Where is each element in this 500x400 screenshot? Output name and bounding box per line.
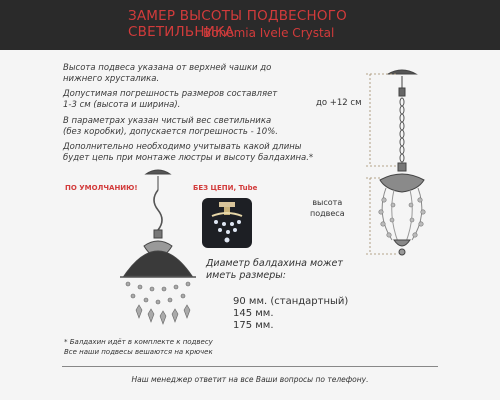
info-paragraph-tolerance: Допустимая погрешность размеров составляет 1-3 см (высота и ширина). <box>63 89 278 110</box>
canopy-size-item: 175 мм. <box>233 320 274 331</box>
chain-extension-label: до +12 см <box>316 98 362 108</box>
canopy-size-item: 90 мм. (стандартный) <box>233 296 349 307</box>
product-photo-inset <box>202 198 252 248</box>
info-paragraph-chain: Дополнительно необходимо учитывать какой длины будет цепь при монтаже люстры и высоту балдахина.* <box>63 142 314 163</box>
canopy-size-item: 145 мм. <box>233 308 274 319</box>
info-paragraph-height: Высота подвеса указана от верхней чашки до нижнего хрусталика. <box>63 63 272 84</box>
canopy-size-list <box>233 296 348 332</box>
info-paragraph-weight: В параметрах указан чистый вес светильника (без коробки), допускается погрешность - 10%. <box>63 116 278 137</box>
footer-divider <box>62 366 438 367</box>
left-lamp-drawing <box>120 170 196 324</box>
canopy-heading: Диаметр балдахина может иметь размеры: <box>206 258 343 281</box>
label-default: ПО УМОЛЧАНИЮ! <box>65 184 138 192</box>
canopy-note: * Балдахин идёт в комплекте к подвесу Все наши подвесы вешаются на крючек <box>64 338 213 356</box>
suspension-height-label: высота подвеса <box>310 198 345 218</box>
page-title: ЗАМЕР ВЫСОТЫ ПОДВЕСНОГО СВЕТИЛЬНИКА <box>128 8 347 40</box>
page-subtitle: Bohemia Ivele Crystal <box>203 26 335 40</box>
footer-text: Наш менеджер ответит на все Ваши вопросы по телефону. <box>131 375 369 384</box>
right-lamp-drawing <box>379 70 425 255</box>
crystal-fixture-icon <box>202 198 252 248</box>
label-no-chain: БЕЗ ЦЕПИ, Tube <box>193 184 258 192</box>
